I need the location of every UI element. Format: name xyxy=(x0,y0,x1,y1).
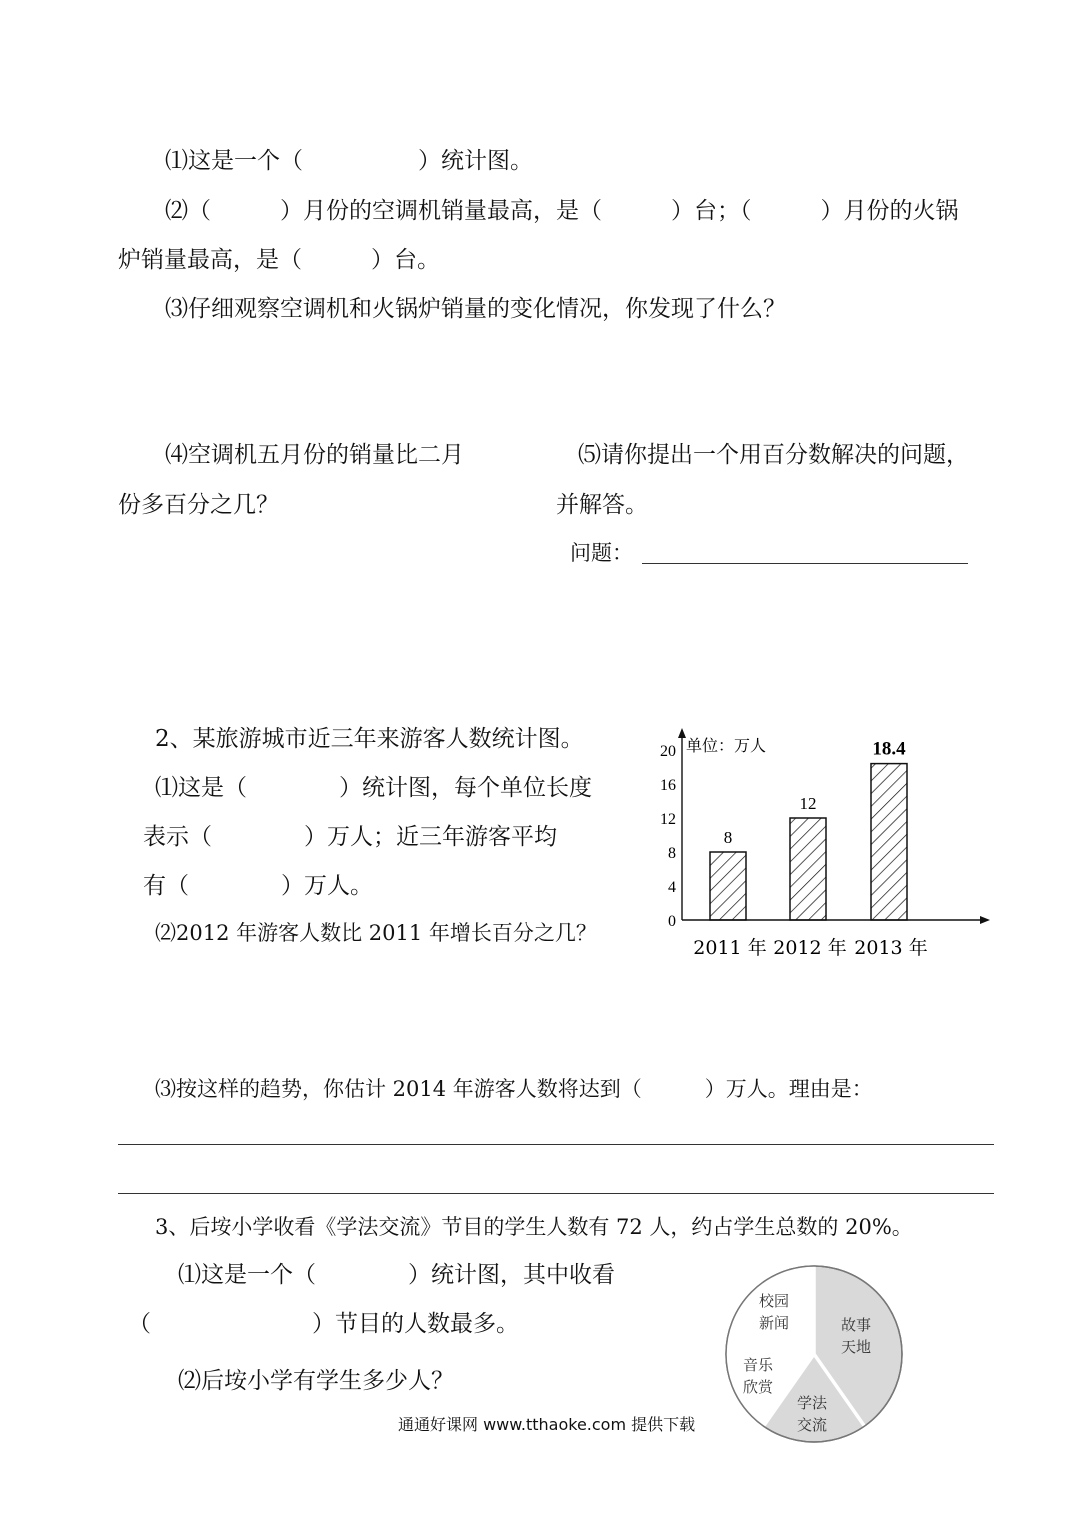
x-tick-label: 2011 年 xyxy=(693,937,767,959)
pie-slice-label: 新闻 xyxy=(758,1314,790,1332)
q3-part1-line2: （ ）节目的人数最多。 xyxy=(128,1311,519,1337)
bar-value-label: 8 xyxy=(723,828,733,847)
bar-chart xyxy=(628,718,1000,968)
y-tick-label: 20 xyxy=(660,743,676,760)
q2-part1-line3: 有（ ）万人。 xyxy=(143,873,373,899)
q2-part2: ⑵2012 年游客人数比 2011 年增长百分之几？ xyxy=(155,921,597,945)
pie-slice-label: 交流 xyxy=(796,1416,828,1434)
reason-answer-line-1[interactable] xyxy=(118,1144,994,1145)
pie-slice-label: 天地 xyxy=(840,1338,872,1356)
y-tick-label: 16 xyxy=(660,777,676,794)
x-tick-label: 2012 年 xyxy=(773,937,847,959)
q3-part1-line1: ⑴这是一个（ ）统计图，其中收看 xyxy=(178,1262,615,1288)
q1-part3: ⑶仔细观察空调机和火锅炉销量的变化情况，你发现了什么？ xyxy=(165,296,786,322)
y-tick-label: 4 xyxy=(668,879,676,896)
y-tick-label: 8 xyxy=(668,845,676,862)
bar-value-label: 18.4 xyxy=(872,738,906,760)
x-axis-arrow xyxy=(980,916,990,924)
q1-part4-line1: ⑷空调机五月份的销量比二月 xyxy=(165,442,464,468)
q3-part2: ⑵后垵小学有学生多少人？ xyxy=(178,1368,454,1394)
pie-slice-label: 校园 xyxy=(758,1292,790,1310)
reason-answer-line-2[interactable] xyxy=(118,1193,994,1194)
pie-slice-label: 故事 xyxy=(840,1316,872,1334)
y-axis-arrow xyxy=(678,728,686,738)
pie-slice-label: 欣赏 xyxy=(742,1378,774,1396)
bar xyxy=(710,852,746,920)
q1-part5-line2: 并解答。 xyxy=(556,492,648,518)
q1-part1: ⑴这是一个（ ）统计图。 xyxy=(165,148,533,174)
footer-watermark: 通通好课网 www.tthaoke.com 提供下载 xyxy=(398,1415,696,1434)
bar xyxy=(871,764,907,920)
pie-slice-label: 音乐 xyxy=(742,1356,774,1374)
pie-chart xyxy=(722,1262,906,1446)
q1-part2-line2: 炉销量最高，是（ ）台。 xyxy=(118,247,440,273)
q2-part1-line2: 表示（ ）万人；近三年游客平均 xyxy=(143,824,557,850)
q1-part5-line1: ⑸请你提出一个用百分数解决的问题， xyxy=(578,442,969,468)
pie-slice-label: 学法 xyxy=(796,1394,828,1412)
bar-value-label: 12 xyxy=(799,794,817,813)
question-answer-line[interactable] xyxy=(642,563,968,564)
q2-part3: ⑶按这样的趋势，你估计 2014 年游客人数将达到（ ）万人。理由是： xyxy=(155,1077,873,1101)
bar xyxy=(790,818,826,920)
q1-part4-line2: 份多百分之几？ xyxy=(118,492,279,518)
q1-question-label: 问题： xyxy=(570,541,633,565)
y-tick-label: 12 xyxy=(660,811,676,828)
q2-part1-line1: ⑴这是（ ）统计图，每个单位长度 xyxy=(155,775,592,801)
q1-part2-line1: ⑵（ ）月份的空调机销量最高，是（ ）台；（ ）月份的火锅 xyxy=(165,198,959,224)
q3-title: 3、后垵小学收看《学法交流》节目的学生人数有 72 人，约占学生总数的 20%。 xyxy=(155,1215,913,1239)
unit-label: 单位：万人 xyxy=(686,736,767,755)
y-tick-label: 0 xyxy=(668,913,676,930)
q2-title: 2、某旅游城市近三年来游客人数统计图。 xyxy=(155,726,584,752)
x-tick-label: 2013 年 xyxy=(854,937,928,959)
